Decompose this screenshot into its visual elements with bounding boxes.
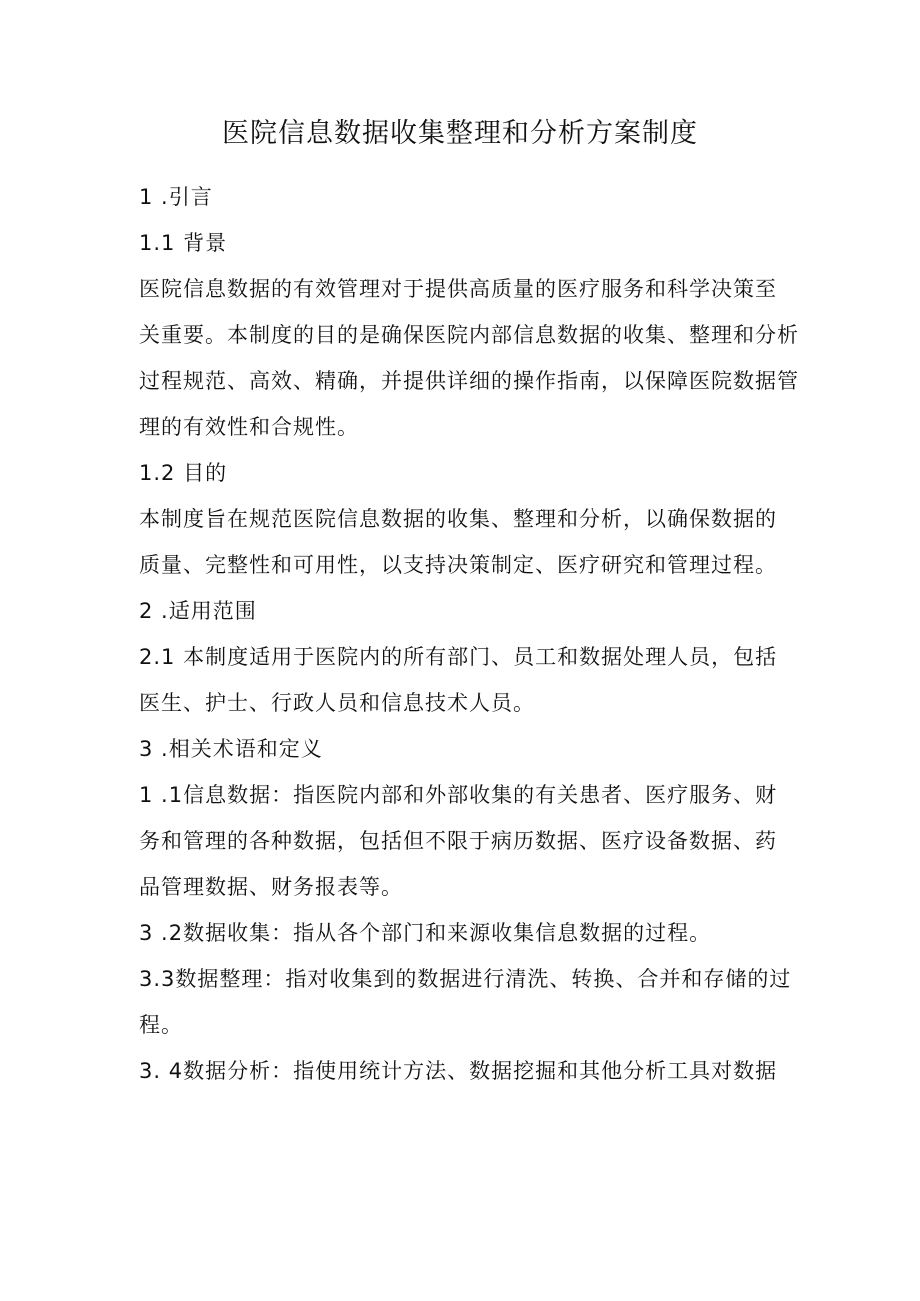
paragraph-line: 本制度旨在规范医院信息数据的收集、整理和分析，以确保数据的 xyxy=(139,507,777,531)
subsection-heading-background: 1.1 背景 xyxy=(139,231,228,255)
paragraph-line: 过程规范、高效、精确，并提供详细的操作指南，以保障医院数据管 xyxy=(139,369,799,393)
paragraph-line: 理的有效性和合规性。 xyxy=(139,415,359,439)
paragraph-line: 医生、护士、行政人员和信息技术人员。 xyxy=(139,691,535,715)
paragraph-line: 关重要。本制度的目的是确保医院内部信息数据的收集、整理和分析 xyxy=(139,323,799,347)
paragraph-line: 3 .2数据收集：指从各个部门和来源收集信息数据的过程。 xyxy=(139,921,712,945)
section-heading-scope: 2 .适用范围 xyxy=(139,599,257,623)
paragraph-line: 质量、完整性和可用性，以支持决策制定、医疗研究和管理过程。 xyxy=(139,553,777,577)
paragraph-line: 医院信息数据的有效管理对于提供高质量的医疗服务和科学决策至 xyxy=(139,277,777,301)
paragraph-line: 2.1 本制度适用于医院内的所有部门、员工和数据处理人员，包括 xyxy=(139,645,778,669)
section-heading-introduction: 1 .引言 xyxy=(139,185,213,209)
paragraph-line: 程。 xyxy=(139,1013,183,1037)
paragraph-line: 1 .1信息数据：指医院内部和外部收集的有关患者、医疗服务、财 xyxy=(139,783,778,807)
subsection-heading-purpose: 1.2 目的 xyxy=(139,461,228,485)
paragraph-line: 务和管理的各种数据，包括但不限于病历数据、医疗设备数据、药 xyxy=(139,829,777,853)
document-title: 医院信息数据收集整理和分析方案制度 xyxy=(222,118,698,149)
paragraph-line: 3. 4数据分析：指使用统计方法、数据挖掘和其他分析工具对数据 xyxy=(139,1059,778,1083)
paragraph-line: 品管理数据、财务报表等。 xyxy=(139,875,403,899)
document-body xyxy=(139,174,799,1094)
paragraph-line: 3.3数据整理：指对收集到的数据进行清洗、转换、合并和存储的过 xyxy=(139,967,792,991)
section-heading-terms: 3 .相关术语和定义 xyxy=(139,737,323,761)
